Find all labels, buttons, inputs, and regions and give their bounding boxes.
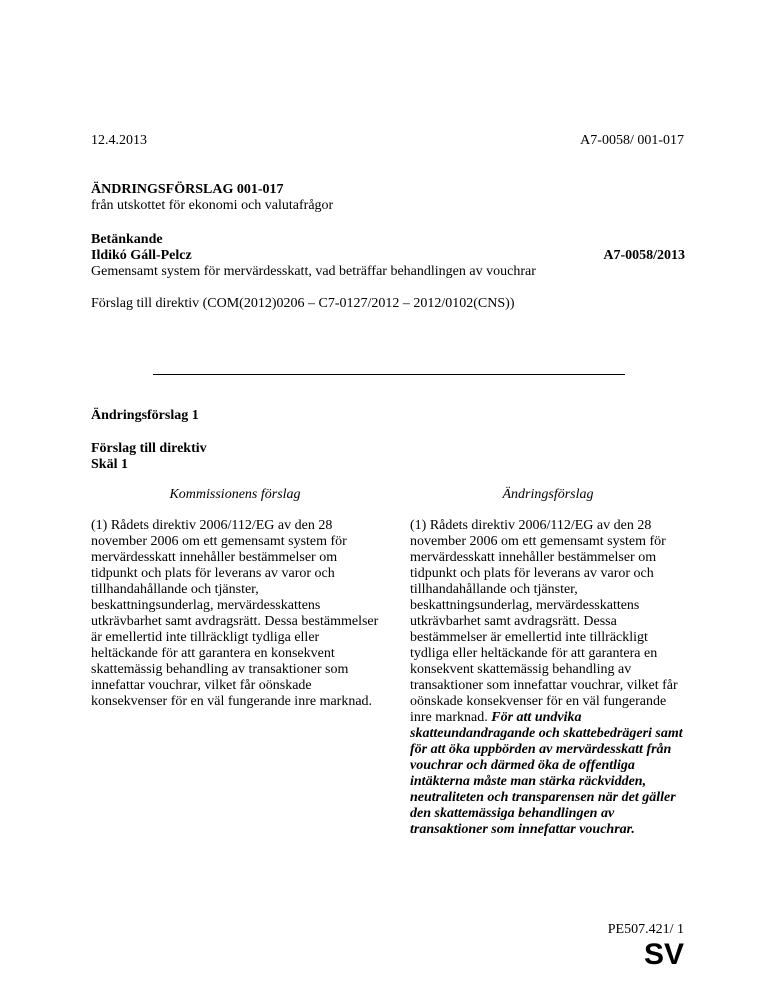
rapporteur-row (91, 248, 685, 264)
amendment-subheading (91, 441, 207, 473)
column-heading-amendment: Ändringsförslag (502, 487, 594, 502)
amendment-text-added: För att undvika skatteundandragande och skattebedrägeri samt för att öka uppbörden av mervärdesskatt från vouchrar och därmed öka de offentliga intäkterna måste man stärka räckvidden, neutraliteten och transparensen när det gäller den skattemässiga behandlingen av transaktioner som innefattar vouchrar. (410, 710, 683, 837)
amendments-header (91, 182, 685, 214)
rapporteur-name: Ildikó Gáll-Pelcz (91, 248, 192, 263)
amendment-recital: Skäl 1 (91, 457, 128, 472)
amendment-heading: Ändringsförslag 1 (91, 408, 199, 423)
report-block (91, 232, 685, 280)
page-reference: PE507.421/ 1 (607, 922, 684, 937)
proposal-reference: Förslag till direktiv (COM(2012)0206 – C7-0127/2012 – 2012/0102(CNS)) (91, 296, 515, 311)
language-code: SV (643, 938, 684, 971)
commission-text: (1) Rådets direktiv 2006/112/EG av den 28 november 2006 om ett gemensamt system för mervärdesskatt innehåller bestämmelser om tidpunkt och plats för leverans av varor och tillhandahållande och tjänster, beskattningsunderlag, mervärdesskattens utkrävbarhet samt avdragsrätt. Dessa bestämmelser är emellertid inte tillräckligt tydliga eller heltäckande för att garantera en konsekvent skattemässig behandling av transaktioner som innefattar vouchrar, vilket får oönskade konsekvenser för en väl fungerande inre marknad. (91, 518, 379, 709)
amendment-target: Förslag till direktiv (91, 441, 207, 456)
document-reference: A7-0058/ 001-017 (580, 133, 684, 148)
amendment-text (410, 518, 686, 838)
report-reference: A7-0058/2013 (603, 248, 685, 263)
column-heading-commission: Kommissionens förslag (169, 487, 301, 502)
report-type: Betänkande (91, 232, 163, 247)
committee-name: från utskottet för ekonomi och valutafrågor (91, 198, 334, 213)
amendments-title: ÄNDRINGSFÖRSLAG 001-017 (91, 182, 284, 197)
separator-line (153, 374, 625, 375)
report-subject: Gemensamt system för mervärdesskatt, vad beträffar behandlingen av vouchrar (91, 264, 536, 279)
document-date: 12.4.2013 (91, 133, 147, 148)
amendment-text-original: (1) Rådets direktiv 2006/112/EG av den 28 november 2006 om ett gemensamt system för mervärdesskatt innehåller bestämmelser om tidpunkt och plats för leverans av varor och tillhandahållande och tjänster, beskattningsunderlag, mervärdesskattens utkrävbarhet samt avdragsrätt. Dessa bestämmelser är emellertid inte tillräckligt tydliga eller heltäckande för att garantera en konsekvent skattemässig behandling av transaktioner som innefattar vouchrar, vilket får oönskade konsekvenser för en väl fungerande inre marknad. (410, 518, 678, 725)
